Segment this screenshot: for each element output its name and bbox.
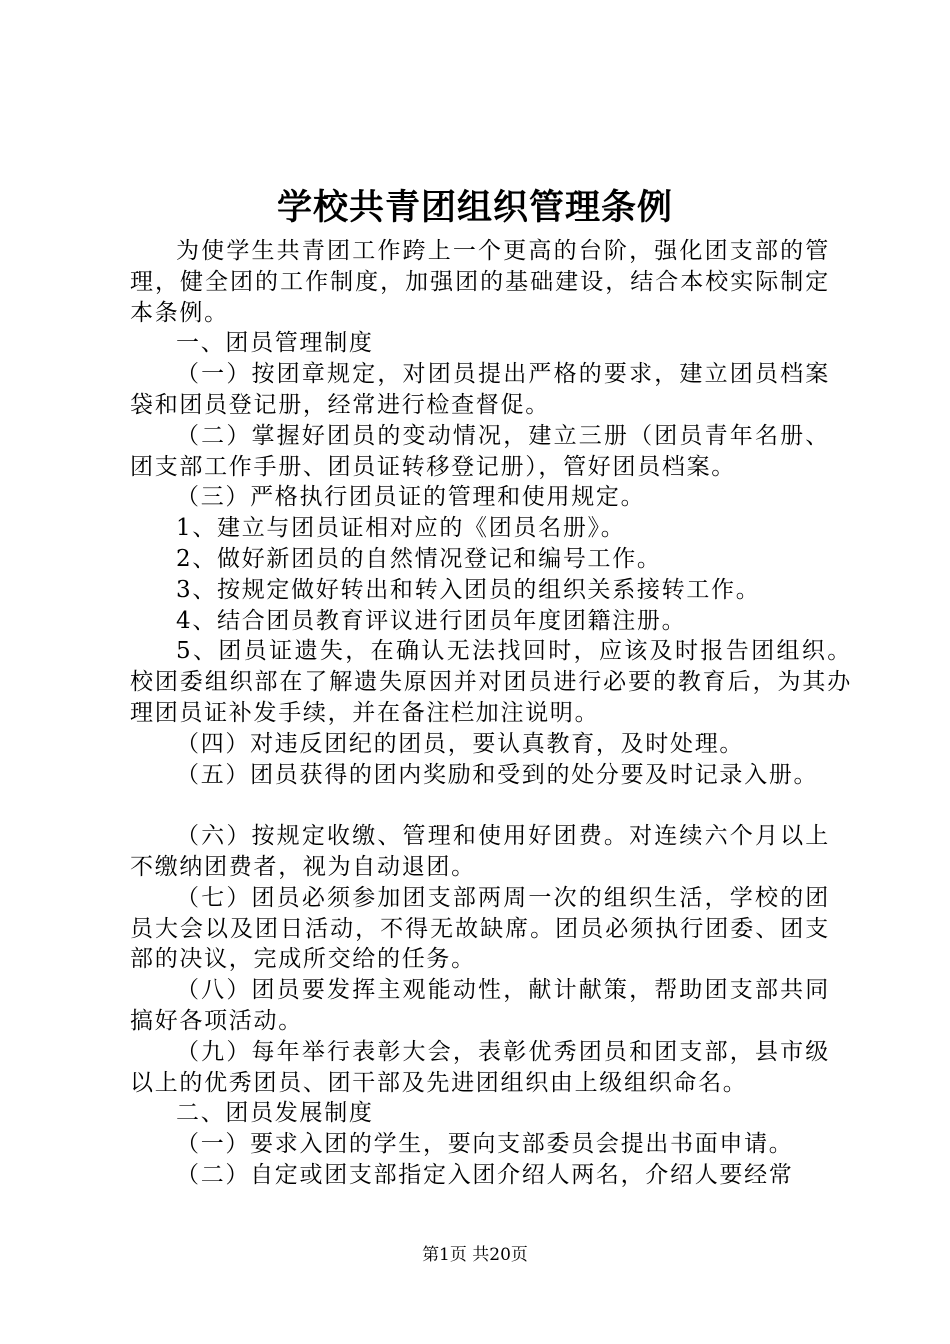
- section-heading-1: 一、团员管理制度: [176, 330, 374, 357]
- blank-line: [130, 790, 830, 821]
- paragraph-subitem-1: 1、建立与团员证相对应的《团员名册》。: [176, 515, 626, 542]
- paragraph-item-6: （六）按规定收缴、管理和使用好团费。对连续六个月以上不缴纳团费者，视为自动退团。: [130, 823, 830, 880]
- paragraph-dev-item-1: （一）要求入团的学生，要向支部委员会提出书面申请。: [176, 1131, 794, 1158]
- paragraph-intro: 为使学生共青团工作跨上一个更高的台阶，强化团支部的管理，健全团的工作制度，加强团的基础建设，结合本校实际制定本条例。: [130, 238, 830, 326]
- paragraph-item-4: （四）对违反团纪的团员，要认真教育，及时处理。: [176, 730, 745, 757]
- paragraph-item-2: （二）掌握好团员的变动情况，建立三册（团员青年名册、团支部工作手册、团员证转移登记册），管好团员档案。: [130, 422, 830, 480]
- paragraph-item-9: （九）每年举行表彰大会，表彰优秀团员和团支部，县市级以上的优秀团员、团干部及先进团组织由上级组织命名。: [130, 1038, 830, 1096]
- paragraph-subitem-4: 4、结合团员教育评议进行团员年度团籍注册。: [176, 607, 687, 634]
- paragraph-item-7: （七）团员必须参加团支部两周一次的组织生活，学校的团员大会以及团日活动，不得无故缺席。团员必须执行团委、团支部的决议，完成所交给的任务。: [130, 884, 830, 973]
- paragraph-item-5: （五）团员获得的团内奖励和受到的处分要及时记录入册。: [176, 761, 819, 788]
- paragraph-item-1: （一）按团章规定，对团员提出严格的要求，建立团员档案袋和团员登记册，经常进行检查督促。: [130, 361, 830, 418]
- paragraph-subitem-5: 5、团员证遗失，在确认无法找回时，应该及时报告团组织。校团委组织部在了解遗失原因并对团员进行必要的教育后，为其办理团员证补发手续，并在备注栏加注说明。: [130, 638, 852, 726]
- paragraph-item-3: （三）严格执行团员证的管理和使用规定。: [176, 484, 646, 511]
- paragraph-dev-item-2: （二）自定或团支部指定入团介绍人两名，介绍人要经常: [176, 1161, 794, 1188]
- paragraph-subitem-2: 2、做好新团员的自然情况登记和编号工作。: [176, 545, 662, 572]
- section-heading-2: 二、团员发展制度: [176, 1100, 374, 1127]
- document-title: 学校共青团组织管理条例: [276, 187, 673, 228]
- paragraph-subitem-3: 3、按规定做好转出和转入团员的组织关系接转工作。: [176, 576, 761, 603]
- document-body: [130, 236, 852, 1191]
- paragraph-item-8: （八）团员要发挥主观能动性，献计献策，帮助团支部共同搞好各项活动。: [130, 977, 830, 1034]
- page-number: 第1页 共20页: [422, 1245, 528, 1265]
